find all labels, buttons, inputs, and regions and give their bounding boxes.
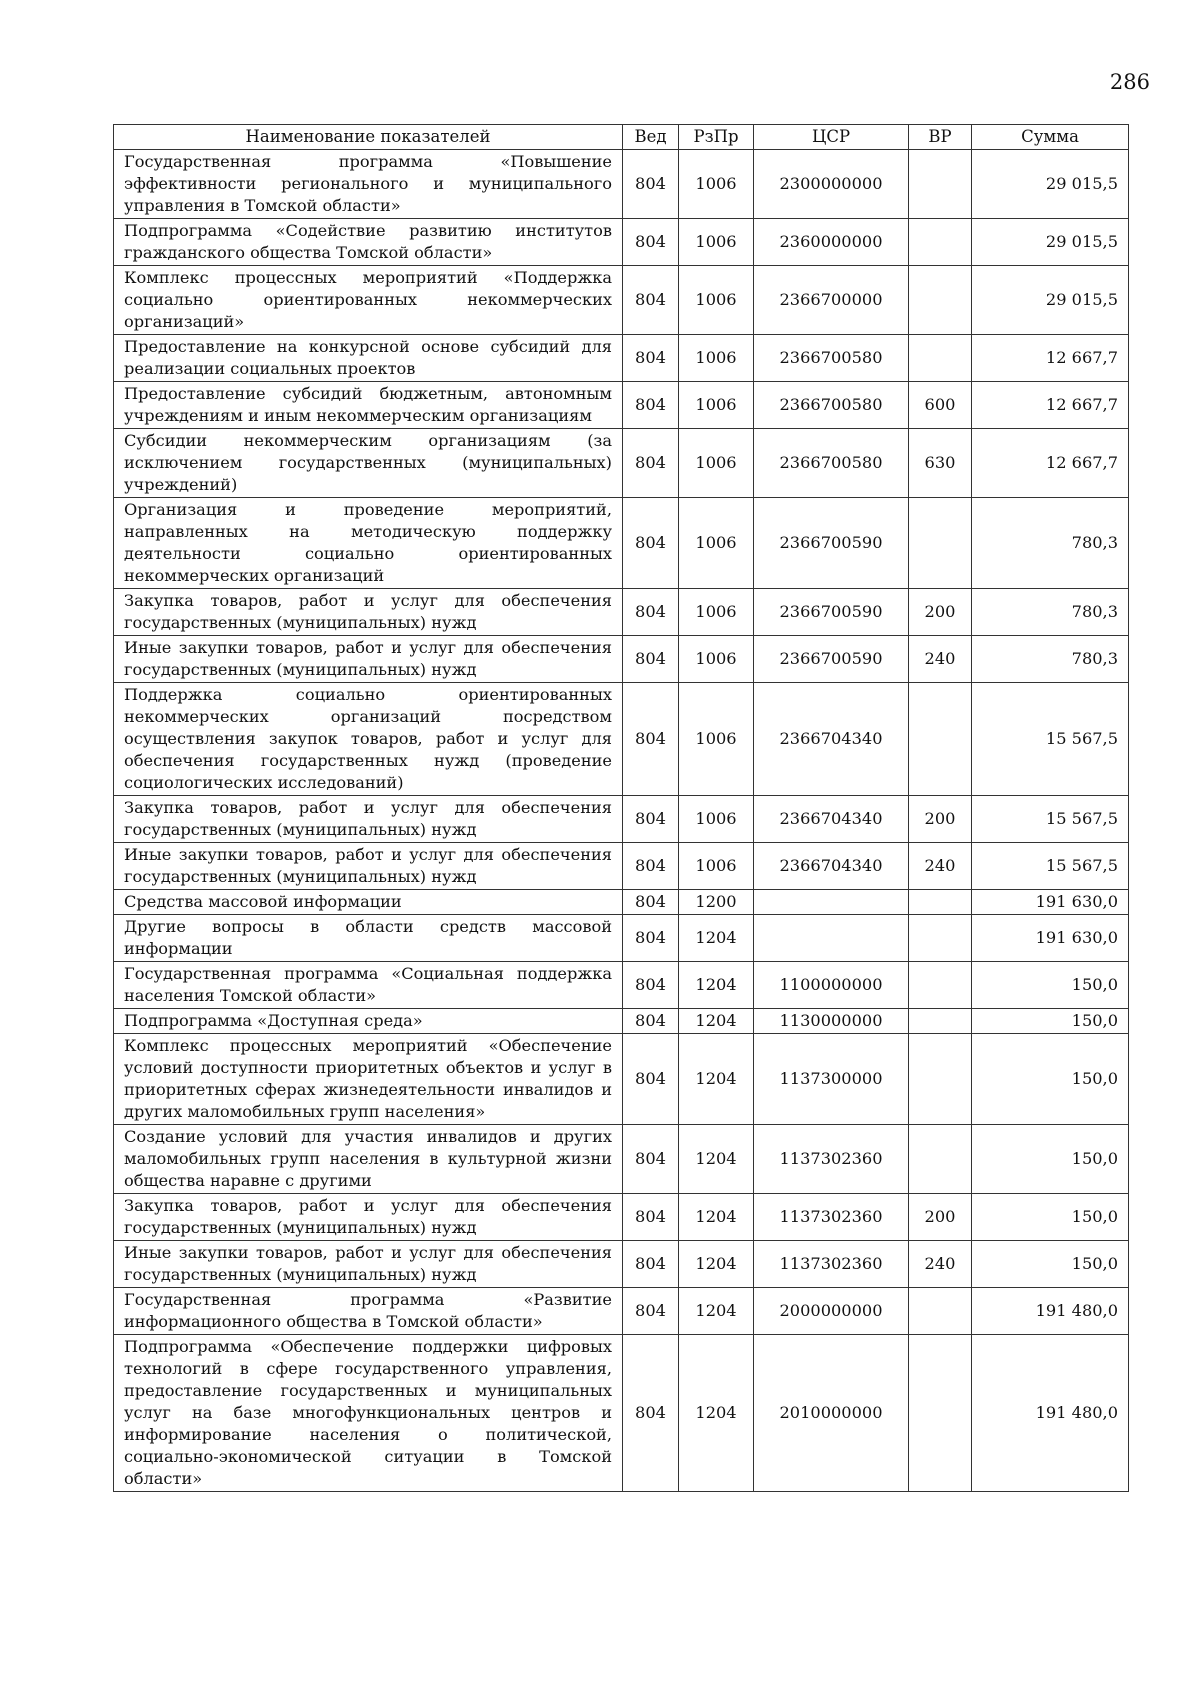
cell-vr [909, 890, 972, 915]
cell-rzpr: 1006 [679, 382, 754, 429]
cell-vr [909, 683, 972, 796]
cell-rzpr: 1006 [679, 636, 754, 683]
cell-sum: 150,0 [972, 962, 1129, 1009]
cell-sum: 150,0 [972, 1241, 1129, 1288]
table-row [114, 150, 1129, 219]
table-row [114, 1335, 1129, 1492]
cell-sum: 15 567,5 [972, 843, 1129, 890]
cell-csr: 2366704340 [754, 796, 909, 843]
cell-sum: 15 567,5 [972, 796, 1129, 843]
cell-vr [909, 266, 972, 335]
cell-csr: 1137302360 [754, 1241, 909, 1288]
cell-ved: 804 [623, 796, 679, 843]
cell-name: Закупка товаров, работ и услуг для обеспечения государственных (муниципальных) нужд [114, 589, 623, 636]
cell-vr [909, 1034, 972, 1125]
cell-vr [909, 335, 972, 382]
cell-name: Комплекс процессных мероприятий «Обеспечение условий доступности приоритетных объектов и услуг в приоритетных сферах жизнедеятельности инвалидов и других маломобильных групп населения» [114, 1034, 623, 1125]
cell-ved: 804 [623, 1288, 679, 1335]
cell-ved: 804 [623, 1241, 679, 1288]
cell-name: Иные закупки товаров, работ и услуг для обеспечения государственных (муниципальных) нужд [114, 843, 623, 890]
table-row [114, 890, 1129, 915]
cell-vr [909, 1335, 972, 1492]
cell-name: Средства массовой информации [114, 890, 623, 915]
cell-sum: 150,0 [972, 1194, 1129, 1241]
table-row [114, 796, 1129, 843]
table-row [114, 219, 1129, 266]
cell-csr: 1137302360 [754, 1125, 909, 1194]
cell-ved: 804 [623, 915, 679, 962]
cell-ved: 804 [623, 962, 679, 1009]
table-row [114, 915, 1129, 962]
cell-name: Государственная программа «Социальная поддержка населения Томской области» [114, 962, 623, 1009]
cell-sum: 29 015,5 [972, 266, 1129, 335]
table-row [114, 382, 1129, 429]
cell-rzpr: 1006 [679, 843, 754, 890]
table-row [114, 589, 1129, 636]
cell-ved: 804 [623, 150, 679, 219]
cell-name: Подпрограмма «Доступная среда» [114, 1009, 623, 1034]
cell-csr: 2010000000 [754, 1335, 909, 1492]
cell-sum: 12 667,7 [972, 429, 1129, 498]
cell-name: Закупка товаров, работ и услуг для обеспечения государственных (муниципальных) нужд [114, 796, 623, 843]
cell-vr: 200 [909, 796, 972, 843]
cell-ved: 804 [623, 1125, 679, 1194]
cell-csr: 2366700580 [754, 429, 909, 498]
header-sum: Сумма [972, 125, 1129, 150]
cell-ved: 804 [623, 335, 679, 382]
cell-ved: 804 [623, 683, 679, 796]
cell-rzpr: 1204 [679, 1194, 754, 1241]
header-csr: ЦСР [754, 125, 909, 150]
table-row [114, 1034, 1129, 1125]
table-row [114, 1288, 1129, 1335]
header-vr: ВР [909, 125, 972, 150]
cell-rzpr: 1006 [679, 796, 754, 843]
cell-csr [754, 915, 909, 962]
cell-sum: 780,3 [972, 589, 1129, 636]
cell-vr [909, 150, 972, 219]
header-name: Наименование показателей [114, 125, 623, 150]
cell-name: Предоставление на конкурсной основе субсидий для реализации социальных проектов [114, 335, 623, 382]
cell-rzpr: 1204 [679, 1241, 754, 1288]
cell-sum: 12 667,7 [972, 382, 1129, 429]
cell-ved: 804 [623, 636, 679, 683]
cell-name: Иные закупки товаров, работ и услуг для обеспечения государственных (муниципальных) нужд [114, 636, 623, 683]
cell-csr: 2366700590 [754, 498, 909, 589]
table-row [114, 1009, 1129, 1034]
cell-ved: 804 [623, 219, 679, 266]
cell-sum: 15 567,5 [972, 683, 1129, 796]
cell-ved: 804 [623, 1034, 679, 1125]
cell-ved: 804 [623, 266, 679, 335]
cell-sum: 780,3 [972, 498, 1129, 589]
cell-csr: 1137302360 [754, 1194, 909, 1241]
header-rzpr: РзПр [679, 125, 754, 150]
header-ved: Вед [623, 125, 679, 150]
table-row [114, 266, 1129, 335]
cell-name: Субсидии некоммерческим организациям (за исключением государственных (муниципальных) учреждений) [114, 429, 623, 498]
cell-csr: 2360000000 [754, 219, 909, 266]
cell-name: Закупка товаров, работ и услуг для обеспечения государственных (муниципальных) нужд [114, 1194, 623, 1241]
cell-rzpr: 1200 [679, 890, 754, 915]
cell-vr [909, 915, 972, 962]
cell-sum: 191 630,0 [972, 890, 1129, 915]
cell-sum: 12 667,7 [972, 335, 1129, 382]
cell-vr [909, 962, 972, 1009]
cell-rzpr: 1006 [679, 429, 754, 498]
cell-vr [909, 1009, 972, 1034]
cell-name: Государственная программа «Повышение эффективности регионального и муниципального управления в Томской области» [114, 150, 623, 219]
cell-name: Комплекс процессных мероприятий «Поддержка социально ориентированных некоммерческих организаций» [114, 266, 623, 335]
cell-ved: 804 [623, 382, 679, 429]
cell-csr: 2366704340 [754, 843, 909, 890]
cell-name: Подпрограмма «Обеспечение поддержки цифровых технологий в сфере государственного управления, предоставление государственных и муниципальных услуг на базе многофункциональных центров и информирование населения о политической, социально-экономической ситуации в Томской области» [114, 1335, 623, 1492]
cell-rzpr: 1204 [679, 1034, 754, 1125]
cell-rzpr: 1006 [679, 498, 754, 589]
cell-csr: 2366700000 [754, 266, 909, 335]
cell-rzpr: 1204 [679, 962, 754, 1009]
table-row [114, 683, 1129, 796]
table-row [114, 1241, 1129, 1288]
cell-sum: 150,0 [972, 1125, 1129, 1194]
cell-rzpr: 1006 [679, 683, 754, 796]
cell-sum: 150,0 [972, 1009, 1129, 1034]
cell-vr [909, 1125, 972, 1194]
cell-name: Государственная программа «Развитие информационного общества в Томской области» [114, 1288, 623, 1335]
cell-rzpr: 1204 [679, 1288, 754, 1335]
table-row [114, 1194, 1129, 1241]
cell-csr: 2366700590 [754, 589, 909, 636]
cell-name: Иные закупки товаров, работ и услуг для обеспечения государственных (муниципальных) нужд [114, 1241, 623, 1288]
table-header-row [114, 125, 1129, 150]
cell-ved: 804 [623, 498, 679, 589]
cell-ved: 804 [623, 589, 679, 636]
cell-csr: 1130000000 [754, 1009, 909, 1034]
table-row [114, 429, 1129, 498]
cell-vr [909, 219, 972, 266]
cell-name: Предоставление субсидий бюджетным, автономным учреждениям и иным некоммерческим организациям [114, 382, 623, 429]
page-number: 286 [1109, 70, 1150, 94]
cell-csr: 2300000000 [754, 150, 909, 219]
cell-ved: 804 [623, 843, 679, 890]
table-row [114, 962, 1129, 1009]
cell-csr: 2366704340 [754, 683, 909, 796]
cell-ved: 804 [623, 1335, 679, 1492]
cell-rzpr: 1204 [679, 1125, 754, 1194]
cell-rzpr: 1006 [679, 335, 754, 382]
cell-rzpr: 1204 [679, 915, 754, 962]
cell-vr: 630 [909, 429, 972, 498]
cell-sum: 150,0 [972, 1034, 1129, 1125]
table-row [114, 636, 1129, 683]
cell-vr: 200 [909, 1194, 972, 1241]
cell-name: Поддержка социально ориентированных некоммерческих организаций посредством осуществления закупок товаров, работ и услуг для обеспечения государственных нужд (проведение социологических исследований) [114, 683, 623, 796]
cell-ved: 804 [623, 890, 679, 915]
cell-csr: 2366700590 [754, 636, 909, 683]
cell-vr: 600 [909, 382, 972, 429]
table-row [114, 498, 1129, 589]
cell-sum: 780,3 [972, 636, 1129, 683]
cell-sum: 29 015,5 [972, 219, 1129, 266]
cell-csr: 2366700580 [754, 335, 909, 382]
cell-vr: 240 [909, 1241, 972, 1288]
cell-rzpr: 1006 [679, 266, 754, 335]
cell-csr: 2000000000 [754, 1288, 909, 1335]
cell-rzpr: 1204 [679, 1009, 754, 1034]
cell-rzpr: 1006 [679, 589, 754, 636]
cell-vr: 200 [909, 589, 972, 636]
cell-vr [909, 498, 972, 589]
cell-sum: 191 630,0 [972, 915, 1129, 962]
table-row [114, 1125, 1129, 1194]
table-row [114, 335, 1129, 382]
cell-sum: 29 015,5 [972, 150, 1129, 219]
cell-name: Другие вопросы в области средств массовой информации [114, 915, 623, 962]
cell-csr: 1137300000 [754, 1034, 909, 1125]
cell-vr [909, 1288, 972, 1335]
table-body [114, 150, 1129, 1492]
cell-rzpr: 1006 [679, 219, 754, 266]
cell-csr [754, 890, 909, 915]
cell-ved: 804 [623, 429, 679, 498]
cell-sum: 191 480,0 [972, 1288, 1129, 1335]
cell-name: Подпрограмма «Содействие развитию институтов гражданского общества Томской области» [114, 219, 623, 266]
cell-csr: 1100000000 [754, 962, 909, 1009]
table-row [114, 843, 1129, 890]
cell-rzpr: 1006 [679, 150, 754, 219]
cell-name: Организация и проведение мероприятий, направленных на методическую поддержку деятельности социально ориентированных некоммерческих организаций [114, 498, 623, 589]
cell-vr: 240 [909, 636, 972, 683]
cell-sum: 191 480,0 [972, 1335, 1129, 1492]
cell-ved: 804 [623, 1194, 679, 1241]
cell-ved: 804 [623, 1009, 679, 1034]
cell-rzpr: 1204 [679, 1335, 754, 1492]
cell-name: Создание условий для участия инвалидов и других маломобильных групп населения в культурной жизни общества наравне с другими [114, 1125, 623, 1194]
cell-vr: 240 [909, 843, 972, 890]
cell-csr: 2366700580 [754, 382, 909, 429]
budget-table [113, 124, 1129, 1492]
